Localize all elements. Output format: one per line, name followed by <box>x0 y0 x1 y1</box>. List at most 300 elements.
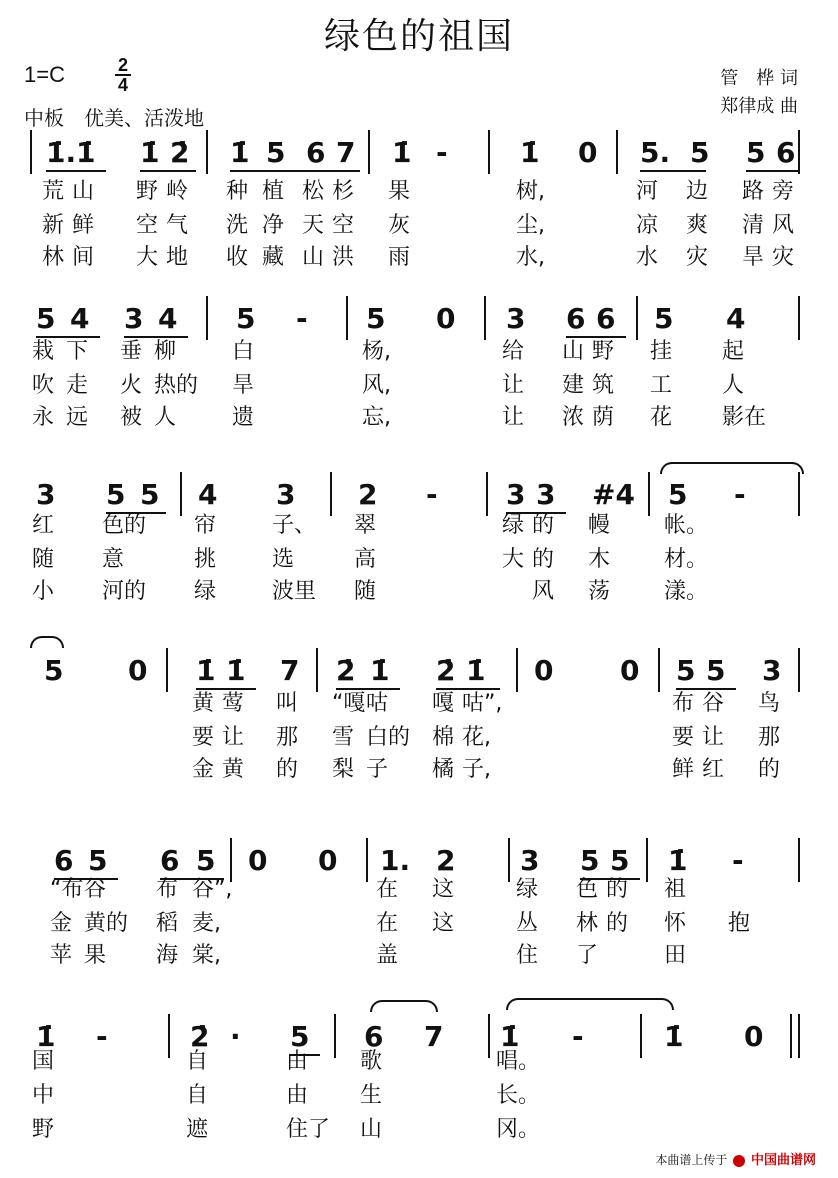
lyric-syllable: 洪 <box>332 245 355 270</box>
lyric-syllable: 挂 <box>650 339 673 364</box>
barline <box>488 1014 490 1058</box>
lyric-syllable: 让 <box>222 725 245 750</box>
note: 4 <box>198 478 218 511</box>
tie-slur <box>30 636 64 648</box>
note: 1̇ <box>140 136 160 169</box>
lyric-syllable: 的 <box>276 757 299 782</box>
lyric-syllable: 挑 <box>194 547 217 572</box>
lyric-syllable: 布 <box>156 877 179 902</box>
lyric-syllable: 风 <box>532 579 555 604</box>
note: 1̇ <box>370 654 390 687</box>
lyric-syllable: 山 <box>302 245 325 270</box>
note: 5 <box>668 478 688 511</box>
lyric-syllable: 国 <box>32 1049 55 1074</box>
lyric-syllable: 大 <box>136 245 159 270</box>
lyric-syllable: 意 <box>102 547 125 572</box>
footer <box>655 1149 816 1168</box>
lyric-syllable: 谷 <box>84 877 107 902</box>
tempo-marking: 中板 优美、活泼地 <box>24 106 204 130</box>
lyric-syllable: 荒 <box>42 179 65 204</box>
lyric-syllable: 给 <box>502 339 525 364</box>
lyric-syllable: 鲜 <box>672 757 695 782</box>
lyric-syllable: 的 <box>532 547 555 572</box>
note: 0 <box>436 302 456 335</box>
note: 1̇ <box>196 654 216 687</box>
footer-text: 本曲谱上传于 <box>655 1153 728 1167</box>
lyric-syllable: 子 <box>366 757 389 782</box>
lyric-syllable: 木 <box>588 547 611 572</box>
note: 1̇ <box>466 654 486 687</box>
lyric-syllable: 花, <box>462 725 491 750</box>
lyric-syllable: 咕 <box>366 691 389 716</box>
lyric-syllable: 净 <box>262 213 285 238</box>
lyric-syllable: 忘, <box>362 405 391 430</box>
lyric-syllable: 随 <box>32 547 55 572</box>
lyric-syllable: 祖 <box>664 877 687 902</box>
note: 3 <box>506 478 526 511</box>
lyric-syllable: 自 <box>186 1049 209 1074</box>
lyric-syllable: 间 <box>72 245 95 270</box>
site-logo-icon <box>733 1155 745 1167</box>
note: 0 <box>248 844 268 877</box>
lyric-syllable: 地 <box>166 245 189 270</box>
beam-underline <box>46 170 106 172</box>
note: 5 <box>36 302 56 335</box>
note: 0 <box>744 1020 764 1053</box>
lyric-syllable: 杨, <box>362 339 391 364</box>
barline <box>206 296 208 340</box>
barline <box>798 648 800 692</box>
lyric-syllable: 大 <box>502 547 525 572</box>
lyric-syllable: 清 <box>742 213 765 238</box>
note: 6 <box>54 844 74 877</box>
tie-slur <box>660 462 804 474</box>
lyric-syllable: 帘 <box>194 513 217 538</box>
lyric-syllable: 火 <box>120 373 143 398</box>
lyric-syllable: 嘎 <box>432 691 455 716</box>
note: 5 <box>676 654 696 687</box>
lyric-syllable: 这 <box>432 877 455 902</box>
lyric-syllable: 材。 <box>664 547 709 572</box>
barline <box>488 130 490 174</box>
lyric-syllable: 新 <box>42 213 65 238</box>
note: 4 <box>70 302 90 335</box>
lyric-syllable: 灾 <box>772 245 795 270</box>
lyric-syllable: 金 <box>50 911 73 936</box>
note: 6 <box>306 136 326 169</box>
lyric-syllable: 风 <box>772 213 795 238</box>
lyric-syllable: 让 <box>502 373 525 398</box>
lyric-syllable: 空 <box>332 213 355 238</box>
lyric-syllable: “嘎 <box>332 691 366 716</box>
lyric-syllable: 洗 <box>226 213 249 238</box>
lyric-syllable: 田 <box>664 943 687 968</box>
lyric-syllable: 让 <box>502 405 525 430</box>
note: 7 <box>424 1020 444 1053</box>
note: 3 <box>762 654 782 687</box>
lyric-syllable: 岭 <box>166 179 189 204</box>
barline <box>368 130 370 174</box>
note: 1̇ <box>668 844 688 877</box>
note: 1̇ <box>520 136 540 169</box>
song-title: 绿色的祖国 <box>323 16 514 57</box>
lyric-syllable: 永 <box>32 405 55 430</box>
lyric-syllable: 河 <box>636 179 659 204</box>
time-sig-bottom: 4 <box>117 75 128 95</box>
note: 2̇ <box>336 654 356 687</box>
barline <box>168 1014 170 1058</box>
note: - <box>734 478 746 511</box>
lyric-syllable: 住了 <box>286 1117 331 1142</box>
lyric-syllable: 金 <box>192 757 215 782</box>
lyric-syllable: 灾 <box>686 245 709 270</box>
lyric-syllable: 果 <box>84 943 107 968</box>
lyric-syllable: 荡 <box>588 579 611 604</box>
note: 4 <box>726 302 746 335</box>
lyric-syllable: 漾。 <box>664 579 709 604</box>
barline <box>316 648 318 692</box>
lyric-syllable: 选 <box>272 547 295 572</box>
barline <box>486 472 488 516</box>
note: 6 <box>364 1020 384 1053</box>
lyric-syllable: 自 <box>186 1083 209 1108</box>
lyric-syllable: 河的 <box>102 579 147 604</box>
lyric-syllable: 在 <box>376 911 399 936</box>
note: 5 <box>106 478 126 511</box>
lyric-syllable: 怀 <box>664 911 687 936</box>
lyric-syllable: 野 <box>32 1117 55 1142</box>
note: 2̇ <box>436 654 456 687</box>
lyric-syllable: 工 <box>650 373 673 398</box>
lyric-syllable: 抱 <box>728 911 751 936</box>
lyric-syllable: 要 <box>672 725 695 750</box>
barline <box>330 472 332 516</box>
lyric-syllable: 歌 <box>360 1049 383 1074</box>
barline <box>636 296 638 340</box>
note: - <box>732 844 744 877</box>
lyric-syllable: 林 <box>576 911 599 936</box>
lyric-syllable: 谷”, <box>192 877 233 902</box>
barline <box>516 648 518 692</box>
note: 3 <box>276 478 296 511</box>
lyric-syllable: 爽 <box>686 213 709 238</box>
note: - <box>572 1020 584 1053</box>
lyric-syllable: 黄的 <box>84 911 129 936</box>
lyric-syllable: 果 <box>388 179 411 204</box>
lyric-syllable: 小 <box>32 579 55 604</box>
barline <box>484 296 486 340</box>
barline <box>616 130 618 174</box>
lyric-syllable: 起 <box>722 339 745 364</box>
lyric-syllable: 空 <box>136 213 159 238</box>
note: 0 <box>128 654 148 687</box>
lyric-syllable: 那 <box>758 725 781 750</box>
lyric-syllable: 咕”, <box>462 691 503 716</box>
barline <box>798 296 800 340</box>
barline <box>30 130 32 174</box>
time-signature <box>115 56 131 94</box>
note: 2 <box>436 844 456 877</box>
lyric-syllable: 下 <box>66 339 89 364</box>
barline <box>508 838 510 882</box>
lyric-syllable: 的 <box>606 877 629 902</box>
note: 5 <box>266 136 286 169</box>
note: 3 <box>506 302 526 335</box>
lyric-syllable: 植 <box>262 179 285 204</box>
lyric-syllable: 走 <box>66 373 89 398</box>
note: 5 <box>44 654 64 687</box>
note: 5 <box>366 302 386 335</box>
lyric-syllable: 绿 <box>516 877 539 902</box>
lyric-syllable: 种 <box>226 179 249 204</box>
tie-slur <box>506 998 674 1010</box>
note: 5 <box>88 844 108 877</box>
lyric-syllable: 翠 <box>354 513 377 538</box>
note: 1̇ <box>76 136 96 169</box>
barline <box>646 838 648 882</box>
note: 7 <box>336 136 356 169</box>
note: 6 <box>596 302 616 335</box>
lyric-syllable: 旁 <box>772 179 795 204</box>
barline <box>790 1014 792 1058</box>
lyric-syllable: 雪 <box>332 725 355 750</box>
lyric-syllable: 丛 <box>516 911 539 936</box>
lyric-syllable: 苹 <box>50 943 73 968</box>
lyric-syllable: 筑 <box>592 373 615 398</box>
lyric-syllable: 被 <box>120 405 143 430</box>
lyric-syllable: 由 <box>286 1083 309 1108</box>
note: 2̇ <box>170 136 190 169</box>
lyric-syllable: 色的 <box>102 513 147 538</box>
lyric-syllable: 遗 <box>232 405 255 430</box>
lyric-syllable: 要 <box>192 725 215 750</box>
note: 5 <box>196 844 216 877</box>
lyric-syllable: 凉 <box>636 213 659 238</box>
lyric-syllable: 子、 <box>272 513 317 538</box>
note: 1̇. <box>46 136 77 169</box>
lyric-syllable: 影在 <box>722 405 767 430</box>
footer-brand: 中国曲谱网 <box>750 1153 816 1168</box>
lyric-syllable: 热的 <box>154 373 199 398</box>
note: 5 <box>290 1020 310 1053</box>
key-signature: 1=C <box>24 62 65 87</box>
lyric-syllable: 花 <box>650 405 673 430</box>
lyric-syllable: 让 <box>702 725 725 750</box>
lyric-syllable: 藏 <box>262 245 285 270</box>
tie-slur <box>370 1000 438 1012</box>
note: #4 <box>592 478 635 511</box>
barline <box>366 838 368 882</box>
lyric-syllable: 麦, <box>192 911 221 936</box>
lyric-syllable: 山 <box>360 1117 383 1142</box>
lyric-syllable: 波里 <box>272 579 317 604</box>
lyric-syllable: 垂 <box>120 339 143 364</box>
lyric-syllable: 松 <box>302 179 325 204</box>
note: 5 <box>580 844 600 877</box>
lyric-syllable: 橘 <box>432 757 455 782</box>
barline <box>798 472 800 516</box>
lyric-syllable: 帐。 <box>664 513 709 538</box>
lyric-syllable: 柳 <box>154 339 177 364</box>
lyric-syllable: 中 <box>32 1083 55 1108</box>
lyric-syllable: 浓 <box>562 405 585 430</box>
lyric-syllable: 长。 <box>496 1083 541 1108</box>
note: 1̇ <box>392 136 412 169</box>
lyric-syllable: 雨 <box>388 245 411 270</box>
lyric-syllable: 山 <box>72 179 95 204</box>
lyric-syllable: 那 <box>276 725 299 750</box>
lyric-syllable: 边 <box>686 179 709 204</box>
note: 6 <box>776 136 796 169</box>
lyric-syllable: 稻 <box>156 911 179 936</box>
note: 3 <box>36 478 56 511</box>
note: 5 <box>236 302 256 335</box>
note: 3 <box>536 478 556 511</box>
lyric-syllable: 灰 <box>388 213 411 238</box>
note: 5 <box>746 136 766 169</box>
note: 1̇ <box>226 654 246 687</box>
lyric-syllable: 绿 <box>194 579 217 604</box>
note: 7 <box>280 654 300 687</box>
note-row <box>0 1014 838 1062</box>
lyric-syllable: 这 <box>432 911 455 936</box>
note: 6 <box>160 844 180 877</box>
lyric-syllable: 绿 <box>502 513 525 538</box>
note: 0 <box>578 136 598 169</box>
lyric-syllable: 吹 <box>32 373 55 398</box>
barline <box>798 130 800 174</box>
lyric-syllable: 了 <box>576 943 599 968</box>
lyric-syllable: 在 <box>376 877 399 902</box>
note: 4 <box>158 302 178 335</box>
lyric-syllable: 旱 <box>232 373 255 398</box>
barline <box>798 1014 800 1058</box>
barline <box>640 1014 642 1058</box>
barline <box>180 472 182 516</box>
lyric-syllable: 棠, <box>192 943 221 968</box>
note-row <box>0 838 838 886</box>
lyric-syllable: 林 <box>42 245 65 270</box>
lyric-syllable: 遮 <box>186 1117 209 1142</box>
note: - <box>296 302 308 335</box>
lyric-syllable: 黄 <box>192 691 215 716</box>
barline <box>206 130 208 174</box>
barline <box>648 472 650 516</box>
lyric-syllable: 树, <box>516 179 545 204</box>
lyric-syllable: 收 <box>226 245 249 270</box>
note: 1̇ <box>664 1020 684 1053</box>
note: 5 <box>140 478 160 511</box>
note: 6 <box>566 302 586 335</box>
beam-underline <box>140 170 196 172</box>
lyric-syllable: 莺 <box>222 691 245 716</box>
lyric-syllable: 红 <box>702 757 725 782</box>
lyric-syllable: 的 <box>532 513 555 538</box>
note-row <box>0 130 838 178</box>
lyric-syllable: 棉 <box>432 725 455 750</box>
lyric-syllable: 人 <box>722 373 745 398</box>
note: - <box>426 478 438 511</box>
lyric-syllable: 水 <box>636 245 659 270</box>
note: 1. <box>380 844 411 877</box>
lyric-syllable: 叫 <box>276 691 299 716</box>
lyric-syllable: 鲜 <box>72 213 95 238</box>
lyric-syllable: 鸟 <box>758 691 781 716</box>
lyric-syllable: 谷 <box>702 691 725 716</box>
lyric-syllable: 子, <box>462 757 491 782</box>
barline <box>334 1014 336 1058</box>
lyric-syllable: 盖 <box>376 943 399 968</box>
beam-underline <box>230 170 360 172</box>
lyric-syllable: 幔 <box>588 513 611 538</box>
note: 0 <box>534 654 554 687</box>
time-sig-top: 2 <box>117 55 128 75</box>
lyric-syllable: 黄 <box>222 757 245 782</box>
lyric-syllable: 尘, <box>516 213 545 238</box>
note: 3 <box>520 844 540 877</box>
note: 2̇ <box>190 1020 210 1053</box>
note: · <box>230 1020 241 1053</box>
lyric-syllable: 海 <box>156 943 179 968</box>
note: 0 <box>620 654 640 687</box>
note: 5 <box>654 302 674 335</box>
lyric-syllable: 建 <box>562 373 585 398</box>
note: 1̇ <box>500 1020 520 1053</box>
lyric-syllable: 的 <box>606 911 629 936</box>
note: 1̇ <box>36 1020 56 1053</box>
lyric-syllable: 生 <box>360 1083 383 1108</box>
lyric-syllable: 栽 <box>32 339 55 364</box>
lyric-syllable: 的 <box>758 757 781 782</box>
lyric-syllable: 野 <box>592 339 615 364</box>
beam-underline <box>640 170 706 172</box>
barline <box>346 296 348 340</box>
lyric-syllable: 旱 <box>742 245 765 270</box>
barline <box>658 648 660 692</box>
lyric-syllable: 红 <box>32 513 55 538</box>
composer-credit: 郑律成 曲 <box>720 96 798 117</box>
lyric-syllable: 色 <box>576 877 599 902</box>
beam-underline <box>746 170 800 172</box>
lyric-syllable: 住 <box>516 943 539 968</box>
note: 5. <box>640 136 671 169</box>
note: 5 <box>690 136 710 169</box>
barline <box>166 648 168 692</box>
note: 1̇ <box>230 136 250 169</box>
note: 5 <box>610 844 630 877</box>
lyric-syllable: 杉 <box>332 179 355 204</box>
lyric-syllable: 布 <box>672 691 695 716</box>
lyric-syllable: 高 <box>354 547 377 572</box>
lyric-syllable: 由 <box>286 1049 309 1074</box>
note: 2 <box>358 478 378 511</box>
lyric-syllable: 气 <box>166 213 189 238</box>
note: - <box>96 1020 108 1053</box>
lyric-syllable: 风, <box>362 373 391 398</box>
lyric-syllable: 人 <box>154 405 177 430</box>
lyric-syllable: 天 <box>302 213 325 238</box>
note: 3 <box>124 302 144 335</box>
lyric-syllable: 山 <box>562 339 585 364</box>
lyric-syllable: 唱。 <box>496 1049 541 1074</box>
barline <box>798 838 800 882</box>
note: - <box>436 136 448 169</box>
lyric-syllable: “布 <box>50 877 84 902</box>
lyricist-credit: 管 桦 词 <box>720 68 798 89</box>
lyric-syllable: 随 <box>354 579 377 604</box>
lyric-syllable: 野 <box>136 179 159 204</box>
lyric-syllable: 冈。 <box>496 1117 541 1142</box>
